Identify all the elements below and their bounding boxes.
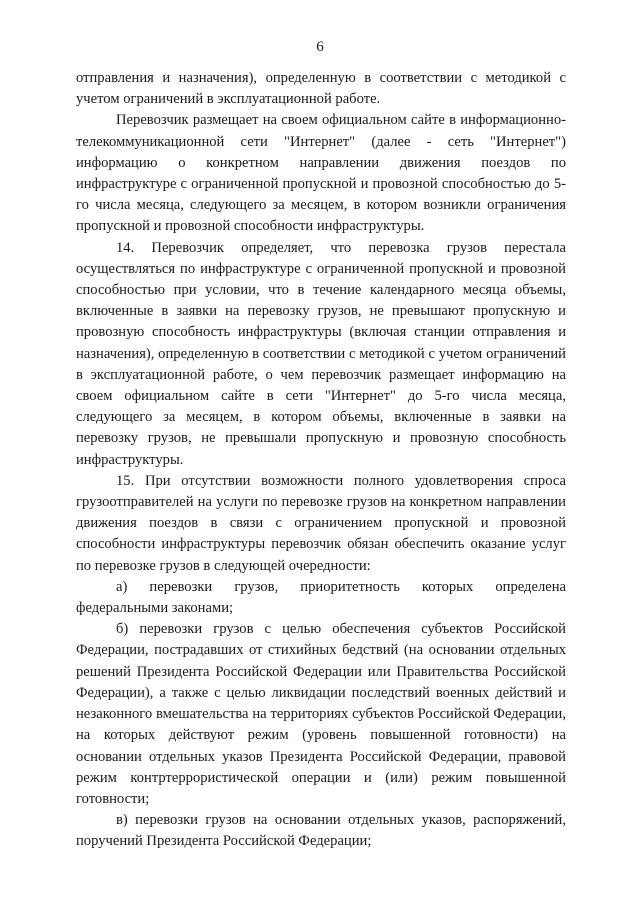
- paragraph-item-14: 14. Перевозчик определяет, что перевозка грузов перестала осуществляться по инфраструктуре с ограниченной пропускной и провозной способностью при условии, что в течение календарного месяца объемы, включенные в заявки на перевозку грузов, не превышают пропускную и провозную способность инфраструктуры (включая станции отправления и назначения), определенную в соответствии с методикой с учетом ограничений в эксплуатационной работе, о чем перевозчик размещает информацию на своем официальном сайте в сети "Интернет" до 5-го числа месяца, следующего за месяцем, в котором объемы, включенные в заявки на перевозку грузов, не превышали пропускную и провозную способность инфраструктуры.: [76, 239, 566, 468]
- document-body: [76, 68, 566, 853]
- paragraph-carrier-publication: Перевозчик размещает на своем официальном сайте в информационно-телекоммуникационной сети "Интернет" (далее - сеть "Интернет") информацию о конкретном направлении движения поездов по инфраструктуре с ограниченной пропускной и провозной способностью до 5-го числа месяца, следующего за месяцем, в котором возникли ограничения пропускной и провозной способности инфраструктуры.: [76, 112, 566, 235]
- paragraph-subitem-a: а) перевозки грузов, приоритетность которых определена федеральными законами;: [76, 578, 566, 617]
- paragraph-subitem-b: б) перевозки грузов с целью обеспечения субъектов Российской Федерации, пострадавших от стихийных бедствий (на основании отдельных решений Президента Российской Федерации или Правительства Российской Федерации), а также с целью ликвидации последствий военных действий и незаконного вмешательства на территориях субъектов Российской Федерации, на которых действуют режим (уровень повышенной готовности) на основании отдельных указов Президента Российской Федерации, правовой режим контртеррористической операции и (или) режим повышенной готовности;: [76, 621, 566, 807]
- paragraph-subitem-v: в) перевозки грузов на основании отдельных указов, распоряжений, поручений Президента Российской Федерации;: [76, 812, 566, 850]
- paragraph-item-15: 15. При отсутствии возможности полного удовлетворения спроса грузоотправителей на услуги по перевозке грузов на конкретном направлении движения поездов в связи с ограничением пропускной и провозной способности инфраструктуры перевозчик обязан обеспечить оказание услуг по перевозке грузов в следующей очередности:: [76, 472, 566, 574]
- paragraph-continuation: отправления и назначения), определенную в соответствии с методикой с учетом ограничений в эксплуатационной работе.: [76, 70, 566, 108]
- page-number: 6: [316, 39, 324, 55]
